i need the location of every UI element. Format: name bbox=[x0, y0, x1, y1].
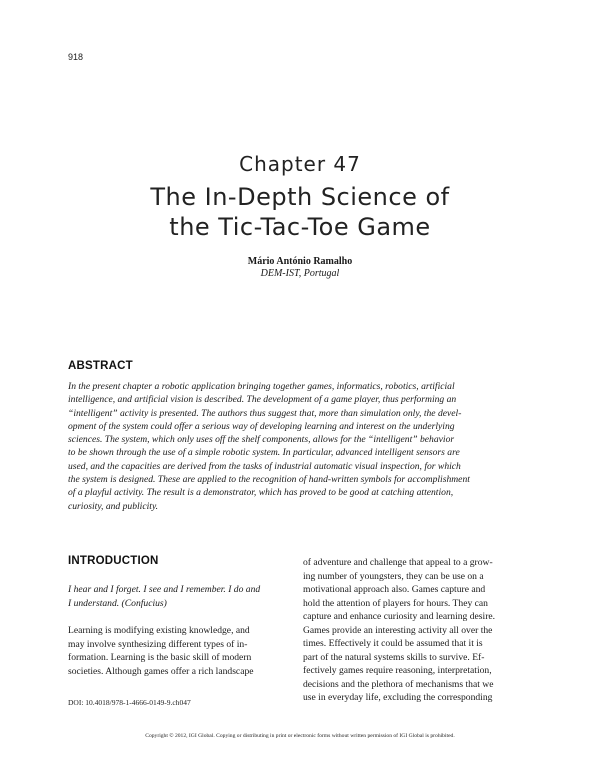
abstract-line: the system is designed. These are applied to the recognition of hand-written symbols for accomplishment bbox=[68, 474, 470, 486]
epigraph-line: I understand. (Confucius) bbox=[68, 597, 167, 609]
abstract-heading: ABSTRACT bbox=[68, 360, 133, 372]
body-line: Games provide an interesting activity all over the bbox=[303, 624, 493, 636]
author-affiliation: DEM-IST, Portugal bbox=[260, 268, 340, 279]
epigraph bbox=[68, 583, 288, 610]
body-line: Learning is modifying existing knowledge, and bbox=[68, 625, 250, 636]
author-name: Mário António Ramalho bbox=[247, 256, 353, 267]
abstract-body bbox=[68, 380, 528, 513]
abstract-line: curiosity, and publicity. bbox=[68, 500, 159, 512]
abstract-line: In the present chapter a robotic application bringing together games, informatics, robotics, artificial bbox=[68, 381, 455, 392]
body-line: part of the natural systems skills to survive. Ef- bbox=[303, 651, 485, 663]
abstract-line: opment of the system could offer a serious way of developing learning and interest on the underlying bbox=[68, 420, 455, 432]
introduction-heading: INTRODUCTION bbox=[68, 555, 159, 567]
body-line: capture and enhance curiosity and learning desire. bbox=[303, 611, 496, 622]
body-line: fectively games require reasoning, interpretation, bbox=[303, 665, 492, 676]
abstract-line: sciences. The system, which only uses off the shelf components, allows for the “intelligent” behavior bbox=[68, 434, 455, 446]
body-line: hold the attention of players for hours. They can bbox=[303, 597, 488, 609]
abstract-line: “intelligent” activity is presented. The authors thus suggest that, more than simulation only, the devel- bbox=[68, 407, 462, 419]
body-line: decisions and the plethora of mechanisms that we bbox=[303, 678, 494, 690]
doi: DOI: 10.4018/978-1-4666-0149-9.ch047 bbox=[68, 698, 191, 707]
abstract-line: of a playful activity. The result is a demonstrator, which has proved to be good at catching attention, bbox=[68, 487, 454, 499]
body-line: use in everyday life, excluding the corresponding bbox=[303, 692, 493, 703]
abstract-line: to be shown through the use of a simple robotic system. In particular, advanced intelligent sensors are bbox=[68, 447, 460, 459]
body-line: times. Effectively it could be assumed that it is bbox=[303, 638, 483, 649]
body-line: ing number of youngsters, they can be use on a bbox=[303, 570, 484, 582]
chapter-title-line: The In-Depth Science of bbox=[150, 183, 450, 211]
body-line: of adventure and challenge that appeal to a grow- bbox=[303, 557, 493, 568]
body-line: motivational approach also. Games capture and bbox=[303, 584, 486, 595]
body-line: may involve synthesizing different types of in- bbox=[68, 638, 248, 650]
body-line: formation. Learning is the basic skill of modern bbox=[68, 652, 252, 663]
epigraph-line: I hear and I forget. I see and I remember. I do and bbox=[68, 584, 261, 595]
intro-right-column bbox=[303, 556, 519, 705]
page-number: 918 bbox=[68, 52, 84, 62]
body-line: societies. Although games offer a rich landscape bbox=[68, 665, 254, 677]
chapter-title bbox=[0, 182, 600, 242]
abstract-line: used, and the capacities are derived from the tasks of industrial automatic visual inspection, for which bbox=[68, 460, 461, 472]
copyright-notice: Copyright © 2012, IGI Global. Copying or distributing in print or electronic forms without written permission of IGI Global is prohibited. bbox=[145, 733, 455, 739]
abstract-line: intelligence, and artificial vision is described. The development of a game player, thus performing an bbox=[68, 394, 457, 406]
chapter-title-line: the Tic-Tac-Toe Game bbox=[169, 213, 431, 241]
intro-left-column bbox=[68, 624, 288, 678]
chapter-label: Chapter 47 bbox=[239, 152, 361, 176]
